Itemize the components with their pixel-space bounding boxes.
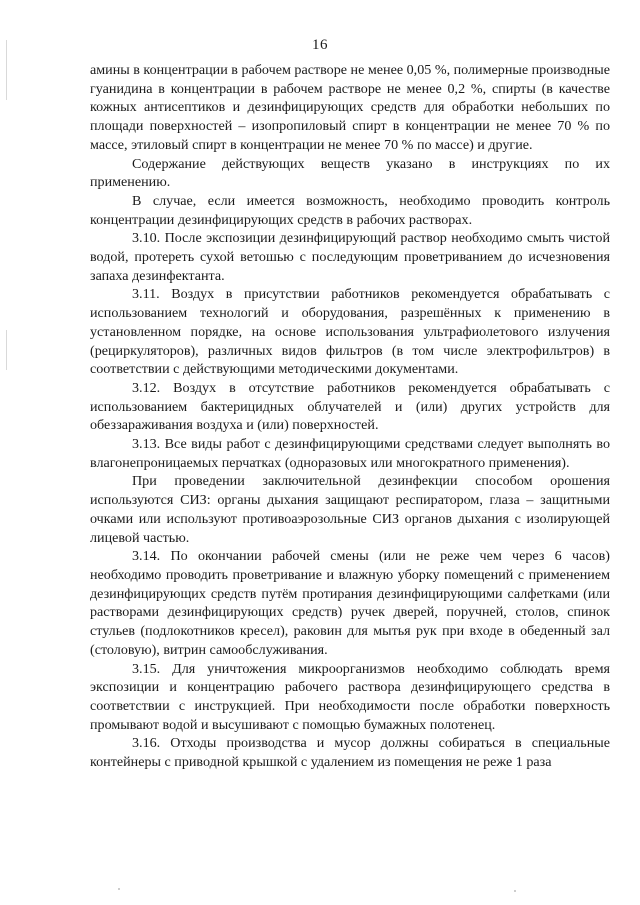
paragraph-3-16: 3.16. Отходы производства и мусор должны собираться в специальные контейнеры с приводной крышкой с удалением из помещения не реже 1 раза — [90, 735, 610, 771]
paragraph-3-14: 3.14. По окончании рабочей смены (или не реже чем через 6 часов) необходимо проводить проветривание и влажную уборку помещений с применением дезинфицирующих средств путём протирания дезинфицирующими салфетками (или растворами дезинфицирующих средств) ручек дверей, поручней, столов, спинок стульев (подлокотников кресел), раковин для мытья рук при входе в обеденный зал (столовую), витрин самообслуживания. — [90, 548, 610, 658]
paragraph-control: В случае, если имеется возможность, необходимо проводить контроль концентрации дезинфицирующих средств в рабочих растворах. — [90, 192, 610, 228]
paragraph-3-10: 3.10. После экспозиции дезинфицирующий раствор необходимо смыть чистой водой, протереть сухой ветошью с последующим проветриванием до исчезновения запаха дезинфектанта. — [90, 230, 610, 284]
paragraph-continued: амины в концентрации в рабочем растворе не менее 0,05 %, полимерные производные гуанидина в концентрации в рабочем растворе не менее 0,2 %, спирты (в качестве кожных антисептиков и дезинфицирующих средств для обработки небольших по площади поверхностей – изопропиловый спирт в концентрации не менее 70 % по массе, этиловый спирт в концентрации не менее 70 % по массе) и другие. — [90, 62, 610, 153]
paragraph-3-12: 3.12. Воздух в отсутствие работников рекомендуется обрабатывать с использованием бактерицидных облучателей и (или) других устройств для обеззараживания воздуха и (или) поверхностей. — [90, 379, 610, 434]
scan-speck — [514, 890, 516, 892]
paragraph-substances: Содержание действующих веществ указано в инструкциях по их применению. — [90, 155, 610, 191]
page-number: 16 — [312, 37, 328, 53]
scan-speck — [118, 888, 120, 890]
paragraph-ppe: При проведении заключительной дезинфекции способом орошения используются СИЗ: органы дыхания защищают респиратором, глаза – защитными очками или используют противоаэрозольные СИЗ органов дыхания с изолирующей лицевой частью. — [90, 473, 610, 546]
paragraph-3-15: 3.15. Для уничтожения микроорганизмов необходимо соблюдать время экспозиции и концентрацию рабочего раствора дезинфицирующего средства в соответствии с инструкцией. При необходимости после обработки поверхность промывают водой и высушивают с помощью бумажных полотенец. — [90, 660, 610, 733]
paragraph-3-11: 3.11. Воздух в присутствии работников рекомендуется обрабатывать с использованием технологий и оборудования, разрешённых к применению в установленном порядке, на основе использования ультрафиолетового излучения (рециркуляторов), различных видов фильтров (в том числе электрофильтров) в соответствии с действующими методическими документами. — [90, 286, 610, 378]
document-body — [90, 61, 610, 772]
paragraph-3-13: 3.13. Все виды работ с дезинфицирующими средствами следует выполнять во влагонепроницаемых перчатках (одноразовых или многократного применения). — [90, 436, 610, 471]
scan-edge-mark — [6, 330, 7, 370]
